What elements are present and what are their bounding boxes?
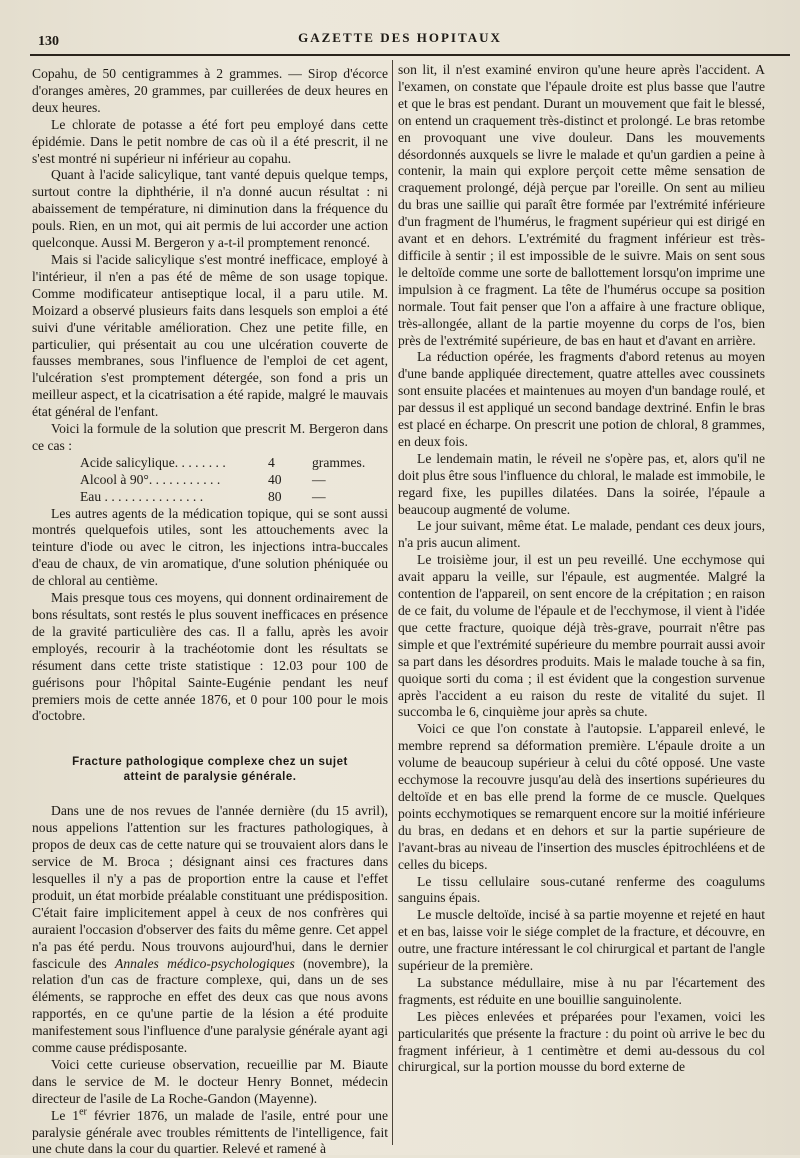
formula-amount: 4	[268, 454, 275, 470]
paragraph: Le jour suivant, même état. Le malade, pendant ces deux jours, n'a pris aucun aliment.	[398, 518, 765, 551]
paragraph: Le tissu cellulaire sous-cutané renferme des coagulums sanguins épais.	[398, 873, 765, 906]
paragraph-text: Le 1	[51, 1107, 80, 1123]
formula-row	[80, 472, 388, 489]
formula-ingredient: Alcool à 90°. . . . . . . . . . .	[80, 471, 221, 487]
paragraph	[32, 1108, 388, 1158]
paragraph	[32, 803, 388, 1057]
paragraph: La substance médullaire, mise à nu par l'écartement des fragments, est réduite en une bouillie sanguinolente.	[398, 974, 765, 1007]
paragraph: son lit, il n'est examiné environ qu'une heure après l'accident. A l'examen, on constate que l'épaule droite est plus basse que l'autre et que le bras est pendant. Durant un mouvement que fait le blessé, on entend un craquement très-distinct et prolongé. Le bras retombe en provoquant une vive douleur. Dans les mouvements désordonnés auxquels se livre le malade et qu'un gardien a peine à contenir, la main qui explore perçoit cette même sensation de craquement prolongé, déjà perçue par l'oreille. On sent au milieu du bras une saillie qui paraît être formée par l'extrémité inférieure d'un fragment de l'humérus, le fragment supérieur qui est dirigé en avant et en dehors. L'extrémité du fragment inférieur est très-difficile à sentir ; il est impossible de le suivre. Mais on sent sous le deltoïde comme une sorte de ballottement lorsqu'on imprime une impulsion à ce fragment. La tête de l'humérus occupe sa position normale. Tout fait penser que l'on a affaire à une fracture oblique, très-allongée, allant de la partie moyenne du corps de l'os, bien près de l'extrémité supérieure, de bas en haut et d'avant en arrière.	[398, 62, 765, 348]
section-title-line: atteint de paralysie générale.	[123, 771, 297, 784]
paragraph: Le troisième jour, il est un peu reveillé. Une ecchymose qui avait apparu la veille, sur l'épaule, est augmentée. Malgré la contention de l'appareil, on sent encore de la crépitation ; en raison de ce fait, du volume de l'épaule et de l'ecchymose, il vient à l'idée que cette fracture, quoique déjà très-grave, pourrait n'être pas simple et que l'extrémité supérieure du membre pourrait aussi avoir sa part dans les désordres produits. Mais le malade touche à sa fin, quoique sorti du coma ; il est évident que la congestion survenue après l'accident a eu raison du reste de vitalité du sujet. Il succomba le 6, cinquième jour après sa chute.	[398, 552, 765, 720]
paragraph: Le chlorate de potasse a été fort peu employé dans cette épidémie. Dans le petit nombre de cas où il a été prescrit, il ne s'est montré ni supérieur ni inférieur au copahu.	[32, 116, 388, 166]
left-column	[32, 66, 388, 1158]
paragraph: Voici la formule de la solution que prescrit M. Bergeron dans ce cas :	[32, 421, 388, 453]
section-title-line: Fracture pathologique complexe chez un sujet	[72, 756, 348, 769]
formula-unit: —	[312, 471, 326, 487]
formula-unit: grammes.	[312, 454, 366, 470]
paragraph-text: Dans une de nos revues de l'année dernière (du 15 avril), nous appelions l'attention sur les fractures pathologiques, à propos de deux cas de cette nature qui se trouvaient alors dans le service de M. Broca ; désignant ainsi ces fractures dans lesquelles il n'y a pas de proportion entre la cause et l'effet produit, un état morbide préalable constituant une prédisposition. C'était faire implicitement appel à ceux de nos confrères qui auraient l'occasion d'observer des faits du même genre. Cet appel n'a pas été perdu. Nous trouvons aujourd'hui, dans le dernier fascicule des	[32, 803, 388, 971]
page-number: 130	[38, 34, 59, 49]
column-divider	[392, 60, 393, 1145]
header-rule	[30, 54, 790, 56]
paragraph: Mais presque tous ces moyens, qui donnent ordinairement de bons résultats, sont restés le plus souvent inefficaces en présence de la gravité particulière des cas. Il a fallu, après les avoir employés, recourir à la trachéotomie dont les résultats se résument dans cette triste statistique : 12.03 pour 100 de guérisons pour l'hôpital Sainte-Eugénie pendant les neuf premiers mois de cette année 1876, et 0 pour 100 pour le mois d'octobre.	[32, 590, 388, 724]
paragraph: Les autres agents de la médication topique, qui se sont aussi montrés quelquefois utiles, sont les attouchements avec la teinture d'iode ou avec le citron, les injections intra-buccales d'eau de chaux, de vin aromatique, d'une solution phéniquée ou de chloral au centième.	[32, 505, 388, 589]
paragraph: Le muscle deltoïde, incisé à sa partie moyenne et rejeté en haut et en bas, laisse voir le siége complet de la fracture, et découvre, en outre, une fracture intéressant le col chirurgical et partant de l'angle supérieur de la première.	[398, 907, 765, 974]
paragraph-text: février 1876, un malade de l'asile, entré pour une paralysie générale avec troubles rémittents de l'intelligence, fait une chute dans la cour du quartier. Relevé et ramené à	[32, 1107, 388, 1157]
paragraph: Mais si l'acide salicylique s'est montré inefficace, employé à l'intérieur, il n'en a pas été de même de son usage topique. Comme modificateur antiseptique local, il a paru utile. M. Moizard a observé plusieurs faits dans lesquels son emploi a été suivi d'une véritable amélioration. Chez une petite fille, en particulier, qui présentait au cou une ulcération couverte de fausses membranes, sous l'influence de l'emploi de cet agent, l'ulcération s'est promptement détergée, son fond a pris un meilleur aspect, et la cicatrisation a été rapide, malgré le mauvais état général de l'enfant.	[32, 251, 388, 420]
formula-table	[80, 455, 388, 506]
formula-ingredient: Eau . . . . . . . . . . . . . . .	[80, 488, 204, 504]
paragraph: Voici cette curieuse observation, recueillie par M. Biaute dans le service de M. le docteur Henry Bonnet, médecin directeur de l'asile de La Roche-Gandon (Mayenne).	[32, 1056, 388, 1106]
formula-amount: 80	[268, 488, 282, 504]
right-column	[398, 62, 765, 1076]
formula-row	[80, 489, 388, 506]
paragraph: Voici ce que l'on constate à l'autopsie. L'appareil enlevé, le membre reprend sa déformation première. L'épaule droite a un volume de beaucoup supérieur à celui du côté opposé. Une vaste ecchymose la recouvre jusqu'au delà des insertions supérieures du deltoïde et en bas elle prend la forme de ce muscle. Quelques points ecchymotiques se remarquent encore sur la moitié inférieure du bras, en dedans et en dehors et sur la partie supérieure de l'avant-bras au niveau de l'insertion des muscles épitrochléens et de celles du biceps.	[398, 721, 765, 872]
paragraph: Le lendemain matin, le réveil ne s'opère pas, et, alors qu'il ne doit plus être sous l'influence du chloral, le malade est immobile, le regard fixe, les pupilles dilatées. Dans la soirée, l'épaule a beaucoup augmenté de volume.	[398, 450, 765, 517]
journal-title: GAZETTE DES HOPITAUX	[298, 30, 502, 45]
formula-row	[80, 455, 388, 472]
section-title	[32, 755, 388, 785]
page-header	[30, 26, 770, 56]
formula-ingredient: Acide salicylique. . . . . . . .	[80, 454, 226, 470]
paragraph: Les pièces enlevées et préparées pour l'examen, voici les particularités que présente la fracture : du point où arrive le bec du fragment inférieur, à 1 centimètre et demi au-dessous du col chirurgical, sur la portion mousse du bord externe de	[398, 1008, 765, 1075]
formula-amount: 40	[268, 471, 282, 487]
paragraph: La réduction opérée, les fragments d'abord retenus au moyen d'une bande appliquée directement, quatre attelles avec coussinets sont ensuite placées et maintenues au moyen d'un bandage roulé, et par dessus il est appliqué un second bandage dextriné. Enfin le bras est placé en écharpe. On prescrit une potion de chloral, 8 grammes, en deux fois.	[398, 349, 765, 449]
superscript: er	[79, 1106, 87, 1118]
paragraph-text: (novembre), la relation d'un cas de fracture complexe, qui, dans un de ses éléments, se rapproche en effet des deux cas que nous avons rapportés, en ce qu'une partie de la lésion a été produite manifestement sous l'influence d'une paralysie générale ayant agi comme cause prédisposante.	[32, 955, 388, 1056]
paragraph: Copahu, de 50 centigrammes à 2 grammes. — Sirop d'écorce d'oranges amères, 20 grammes, par cuillerées de deux heures en deux heures.	[32, 66, 388, 115]
formula-unit: —	[312, 488, 326, 504]
journal-reference: Annales médico-psychologiques	[115, 955, 295, 971]
paragraph: Quant à l'acide salicylique, tant vanté depuis quelque temps, surtout contre la diphthérie, il n'a donné aucun résultat : ni abaissement de température, ni diminution dans la fréquence du pouls. Rien, en un mot, qui ait permis de lui accorder une action quelconque. Aussi M. Bergeron y a-t-il promptement renoncé.	[32, 167, 388, 251]
